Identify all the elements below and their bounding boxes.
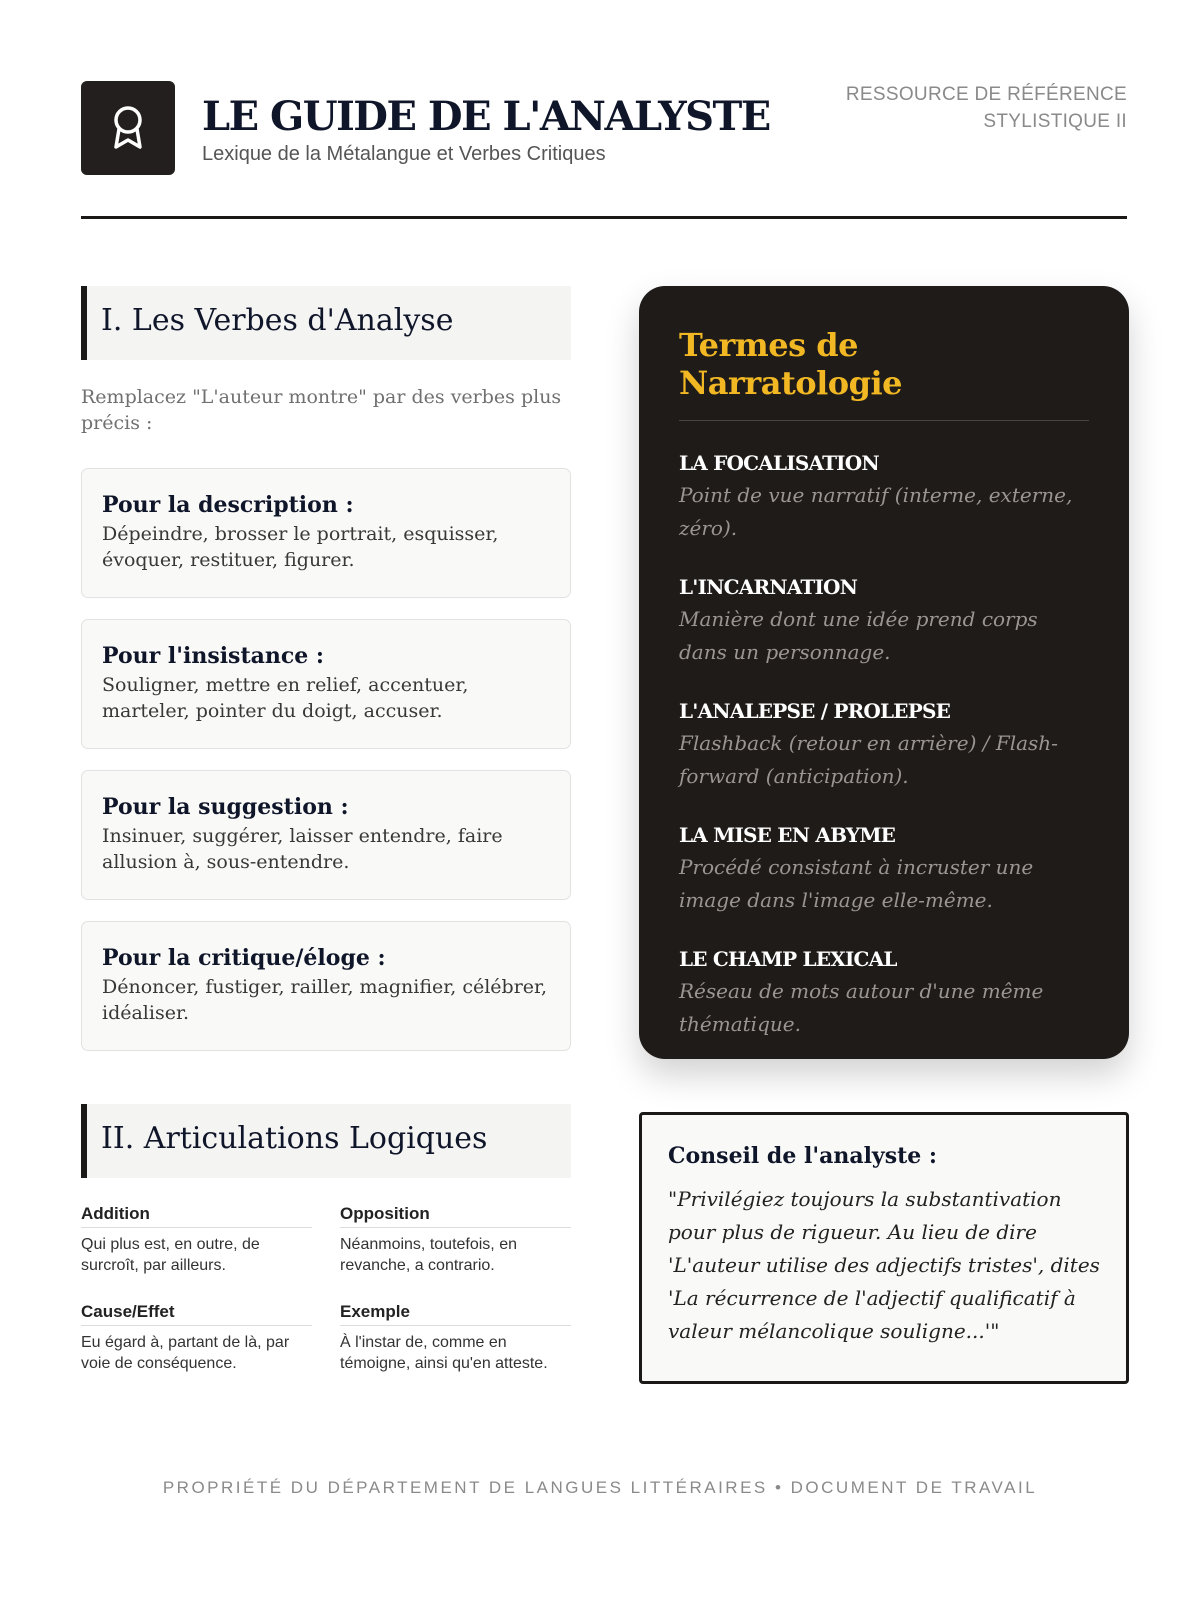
logic-item [81, 1302, 312, 1374]
logic-item [340, 1302, 571, 1374]
logic-label: Addition [81, 1204, 312, 1228]
narratology-panel [639, 286, 1129, 1059]
term-name: LE CHAMP LEXICAL [679, 947, 897, 971]
logic-text: À l'instar de, comme en témoigne, ainsi qu'en atteste. [340, 1334, 548, 1372]
section-title: II. Articulations Logiques [101, 1121, 488, 1156]
verb-card-title: Pour la description : [102, 492, 354, 518]
advice-quote: "Privilégiez toujours la substantivation pour plus de rigueur. Au lieu de dire 'L'auteur utilise des adjectifs tristes', dites 'La récurrence de l'adjectif qualificatif à valeur mélancolique souligne...'" [668, 1187, 1100, 1343]
section-heading-verbs [81, 286, 571, 360]
advice-box [639, 1112, 1129, 1384]
section-title: I. Les Verbes d'Analyse [101, 303, 454, 338]
term-definition: Réseau de mots autour d'une même thématique. [679, 979, 1044, 1036]
term-entry [679, 943, 1089, 1041]
term-definition: Manière dont une idée prend corps dans un personnage. [679, 607, 1038, 664]
verb-card-text: Insinuer, suggérer, laisser entendre, faire allusion à, sous-entendre. [102, 825, 503, 873]
term-name: LA FOCALISATION [679, 451, 879, 475]
term-definition: Point de vue narratif (interne, externe, zéro). [679, 483, 1073, 540]
logic-text: Néanmoins, toutefois, en revanche, a contrario. [340, 1236, 517, 1274]
logic-text: Qui plus est, en outre, de surcroît, par ailleurs. [81, 1236, 260, 1274]
advice-title: Conseil de l'analyste : [668, 1143, 938, 1169]
term-entry [679, 447, 1089, 545]
award-ribbon-icon [111, 105, 145, 151]
term-name: L'INCARNATION [679, 575, 858, 599]
verb-card-title: Pour l'insistance : [102, 643, 325, 669]
logic-item [81, 1204, 312, 1276]
term-definition: Procédé consistant à incruster une image dans l'image elle-même. [679, 855, 1034, 912]
logic-label: Opposition [340, 1204, 571, 1228]
page-footer: PROPRIÉTÉ DU DÉPARTEMENT DE LANGUES LITTÉRAIRES • DOCUMENT DE TRAVAIL [162, 1478, 1038, 1497]
verb-card [81, 468, 571, 598]
verb-card-text: Dépeindre, brosser le portrait, esquisser, évoquer, restituer, figurer. [102, 523, 499, 571]
page-title: LE GUIDE DE L'ANALYSTE [202, 93, 770, 140]
term-definition: Flashback (retour en arrière) / Flash-forward (anticipation). [679, 731, 1058, 788]
meta-line: RESSOURCE DE RÉFÉRENCE [845, 84, 1127, 105]
logic-text: Eu égard à, partant de là, par voie de conséquence. [81, 1334, 290, 1372]
term-name: LA MISE EN ABYME [679, 823, 896, 847]
section-heading-logic [81, 1104, 571, 1178]
logic-label: Cause/Effet [81, 1302, 312, 1326]
page-subtitle: Lexique de la Métalangue et Verbes Critiques [202, 143, 606, 165]
verb-card [81, 770, 571, 900]
logo [81, 81, 175, 175]
page-header [81, 81, 1127, 219]
term-name: L'ANALEPSE / PROLEPSE [679, 699, 951, 723]
term-entry [679, 819, 1089, 917]
verb-card-text: Dénoncer, fustiger, railler, magnifier, célébrer, idéaliser. [102, 976, 548, 1024]
verb-card [81, 921, 571, 1051]
verb-card [81, 619, 571, 749]
meta-line: STYLISTIQUE II [983, 111, 1127, 132]
logic-label: Exemple [340, 1302, 571, 1326]
term-entry [679, 571, 1089, 669]
verb-card-title: Pour la suggestion : [102, 794, 349, 820]
narratology-title: Termes de Narratologie [679, 326, 1089, 421]
verb-card-title: Pour la critique/éloge : [102, 945, 386, 971]
verbs-intro: Remplacez "L'auteur montre" par des verbes plus précis : [81, 386, 562, 434]
resource-meta [846, 81, 1127, 135]
logic-item [340, 1204, 571, 1276]
term-entry [679, 695, 1089, 793]
verb-card-text: Souligner, mettre en relief, accentuer, marteler, pointer du doigt, accuser. [102, 674, 469, 722]
